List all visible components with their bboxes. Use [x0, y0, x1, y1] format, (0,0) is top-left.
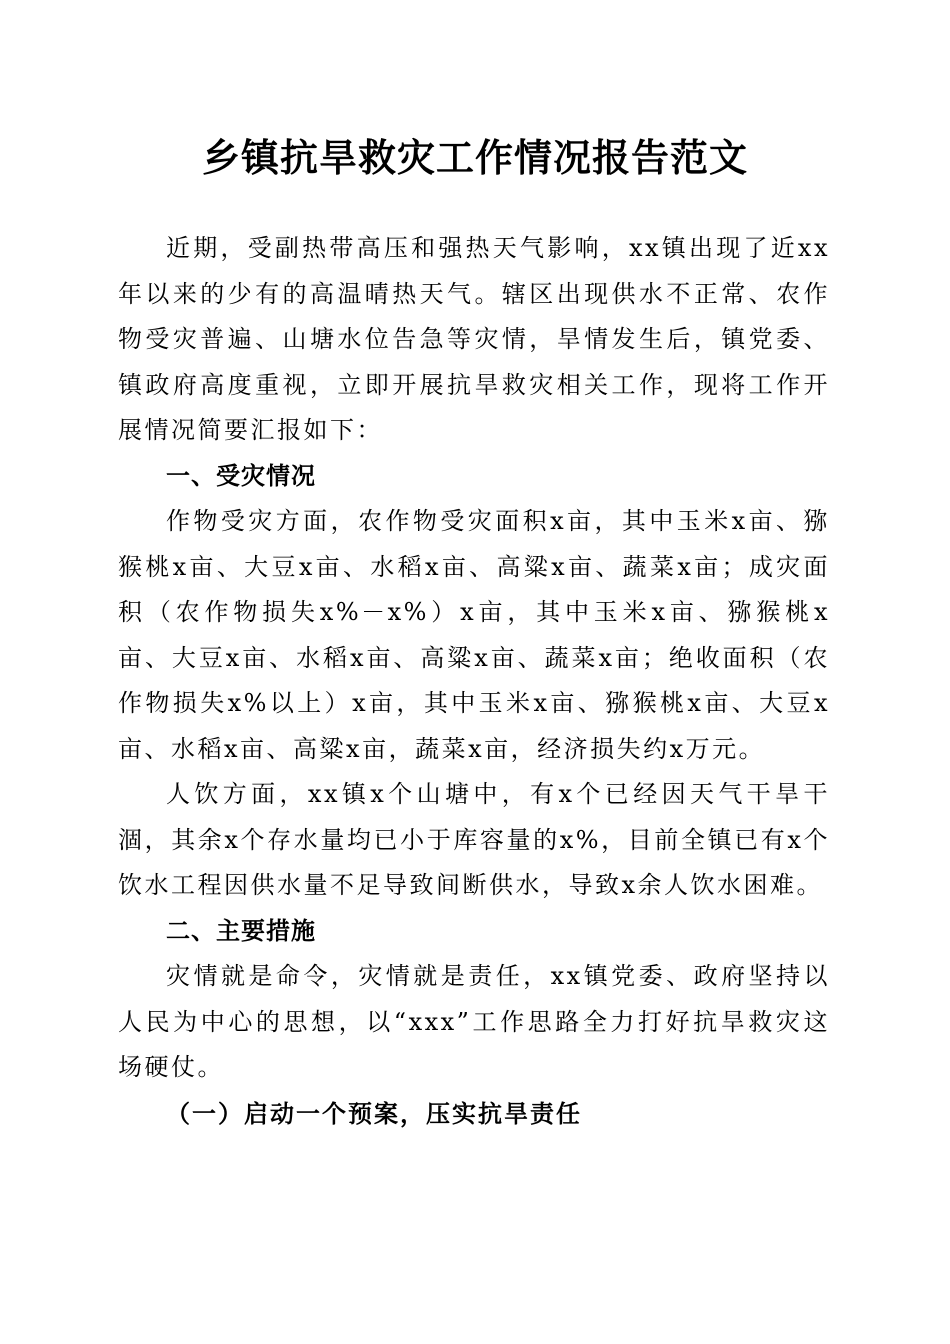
subheading-plan: （一）启动一个预案，压实抗旱责任: [166, 1098, 582, 1128]
section-heading-measures: 二、主要措施: [166, 916, 316, 945]
crop-damage-paragraph: 作物受灾方面，农作物受灾面积x亩，其中玉米x亩、猕猴桃x亩、大豆x亩、水稻x亩、高粱x亩、蔬菜x亩；成灾面积（农作物损失x%－x%）x亩，其中玉米x亩、猕猴桃x亩、大豆x亩、水稻x亩、高粱x亩、蔬菜x亩；绝收面积（农作物损失x%以上）x亩，其中玉米x亩、猕猴桃x亩、大豆x亩、水稻x亩、高粱x亩，蔬菜x亩，经济损失约x万元。: [118, 507, 830, 763]
document-title: 乡镇抗旱救灾工作情况报告范文: [201, 135, 748, 180]
drinking-water-paragraph: 人饮方面，xx镇x个山塘中，有x个已经因天气干旱干涸，其余x个存水量均已小于库容量的x%，目前全镇已有x个饮水工程因供水量不足导致间断供水，导致x余人饮水困难。: [118, 780, 830, 899]
intro-paragraph: 近期，受副热带高压和强热天气影响，xx镇出现了近xx年以来的少有的高温晴热天气。辖区出现供水不正常、农作物受灾普遍、山塘水位告急等灾情，旱情发生后，镇党委、镇政府高度重视，立即开展抗旱救灾相关工作，现将工作开展情况简要汇报如下：: [118, 234, 830, 444]
document-body: [118, 226, 830, 1136]
section-heading-damage: 一、受灾情况: [166, 461, 316, 490]
measures-paragraph: 灾情就是命令，灾情就是责任，xx镇党委、政府坚持以人民为中心的思想，以“xxx”工作思路全力打好抗旱救灾这场硬仗。: [118, 962, 830, 1081]
